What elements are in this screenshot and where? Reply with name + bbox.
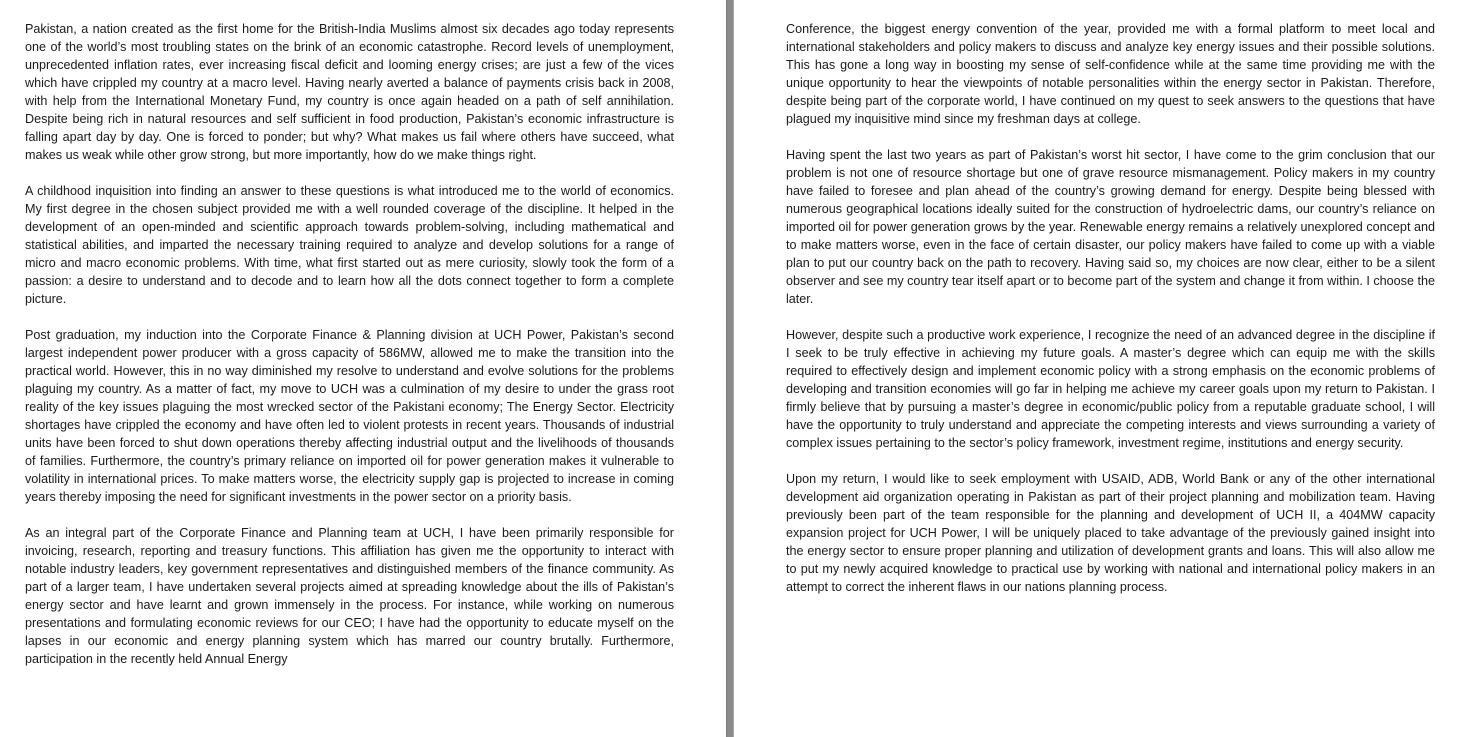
right-page-text[interactable] [786, 20, 1435, 596]
paragraph-resource-mismanagement: Having spent the last two years as part of Pakistan’s worst hit sector, I have come to the grim conclusion that our problem is not one of resource shortage but one of grave resource mismanagement. Policy makers in my country have failed to foresee and plan ahead of the country’s growing demand for energy. Despite being blessed with numerous geographical locations ideally suited for the construction of hydroelectric dams, our country’s reliance on imported oil for power generation grows by the year. Renewable energy remains a relatively unexplored concept and to make matters worse, even in the face of certain disaster, our policy makers have failed to come up with a viable plan to put our country back on the path to recovery. Having said so, my choices are now clear, either to be a silent observer and see my country tear itself apart or to become part of the system and change it from within. I choose the later. [786, 148, 1435, 306]
paragraph-advanced-degree: However, despite such a productive work experience, I recognize the need of an advanced degree in the discipline if I seek to be truly effective in achieving my future goals. A master’s degree which can equip me with the skills required to effectively design and implement economic policy with a strong emphasis on the economic problems of developing and transition economies will go far in helping me achieve my career goals upon my return to Pakistan. I firmly believe that by pursuing a master’s degree in economic/public policy from a reputable graduate school, I will have the opportunity to truly understand and appreciate the competing interests and views surrounding a variety of complex issues pertaining to the sector’s policy framework, investment regime, institutions and energy security. [786, 328, 1435, 450]
paragraph-intro: Pakistan, a nation created as the first home for the British-India Muslims almost six decades ago today represents one of the world’s most troubling states on the brink of an economic catastrophe. Record levels of unemployment, unprecedented inflation rates, ever increasing fiscal deficit and looming energy crises; are just a few of the vices which have crippled my country at a macro level. Having nearly averted a balance of payments crisis back in 2008, with help from the International Monetary Fund, my country is once again headed on a path of self annihilation. Despite being rich in natural resources and self sufficient in food production, Pakistan’s economic infrastructure is falling apart day by day. One is forced to ponder; but why? What makes us fail where others have succeed, what makes us weak while other grow strong, but more importantly, how do we make things right. [25, 22, 674, 162]
page-separator [726, 0, 734, 737]
paragraph-post-graduation: Post graduation, my induction into the Corporate Finance & Planning division at UCH Power, Pakistan’s second largest independent power producer with a gross capacity of 586MW, allowed me to make the transition into the practical world. However, this in no way diminished my resolve to understand and evolve solutions for the problems plaguing my country. As a matter of fact, my move to UCH was a culmination of my desire to under the grass root reality of the key issues plaguing the most wrecked sector of the Pakistani economy; The Energy Sector. Electricity shortages have crippled the economy and have often led to violent protests in recent years. Thousands of industrial units have been forced to shut down operations thereby affecting industrial output and the livelihoods of thousands of families. Furthermore, the country’s primary reliance on imported oil for power generation makes it vulnerable to volatility in international prices. To make matters worse, the electricity supply gap is projected to increase in coming years thereby imposing the need for significant investments in the power sector on a priority basis. [25, 328, 674, 504]
left-page [0, 0, 726, 737]
left-page-text[interactable] [25, 20, 674, 668]
paragraph-energy-conference: Conference, the biggest energy convention of the year, provided me with a formal platform to meet local and international stakeholders and policy makers to discuss and analyze key energy issues and their possible solutions. This has gone a long way in boosting my sense of self-confidence while at the same time providing me with the unique opportunity to hear the viewpoints of notable personalities within the energy sector in Pakistan. Therefore, despite being part of the corporate world, I have continued on my quest to seek answers to the questions that have plagued my inquisitive mind since my freshman days at college. [786, 22, 1435, 126]
paragraph-childhood-inquisition: A childhood inquisition into finding an answer to these questions is what introduced me to the world of economics. My first degree in the chosen subject provided me with a well rounded coverage of the discipline. It helped in the development of an open-minded and scientific approach towards problem-solving, including mathematical and statistical abilities, and imparted the necessary training required to analyze and develop solutions for a range of micro and macro economic problems. With time, what first started out as mere curiosity, slowly took the form of a passion: a desire to understand and to decode and to learn how all the dots connect together to form a complete picture. [25, 184, 674, 306]
right-page [734, 0, 1457, 737]
paragraph-future-employment: Upon my return, I would like to seek employment with USAID, ADB, World Bank or any of the other international development aid organization operating in Pakistan as part of their project planning and mobilization team. Having previously been part of the team responsible for the planning and development of UCH II, a 404MW capacity expansion project for UCH Power, I will be uniquely placed to take advantage of the previously gained insight into the energy sector to ensure proper planning and utilization of development grants and loans. This will also allow me to put my newly acquired knowledge to practical use by working with national and international policy makers in an attempt to correct the inherent flaws in our nations planning process. [786, 472, 1435, 594]
paragraph-corporate-finance-role: As an integral part of the Corporate Finance and Planning team at UCH, I have been primarily responsible for invoicing, research, reporting and treasury functions. This affiliation has given me the opportunity to interact with notable industry leaders, key government representatives and distinguished members of the finance community. As part of a larger team, I have undertaken several projects aimed at spreading knowledge about the ills of Pakistan’s energy sector and have learnt and grown immensely in the process. For instance, while working on numerous presentations and formulating economic reviews for our CEO; I have had the opportunity to educate myself on the lapses in our economic and energy planning system which has marred our country brutally. Furthermore, participation in the recently held Annual Energy [25, 526, 674, 666]
